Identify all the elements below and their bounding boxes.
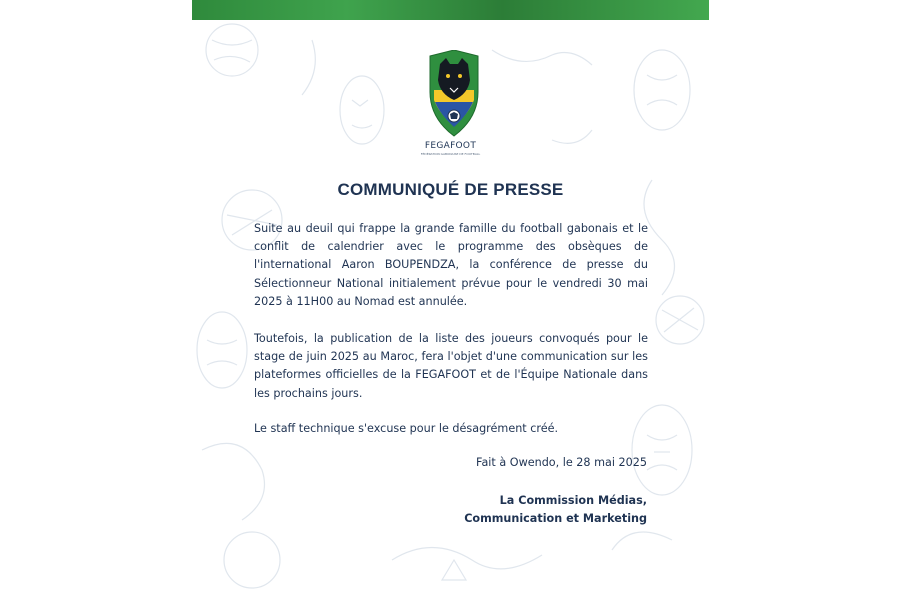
org-subtitle: FÉDÉRATION GABONAISE DE FOOTBALL: [420, 152, 481, 156]
paragraph-apology: Le staff technique s'excuse pour le désagrément créé.: [254, 422, 559, 435]
press-release-page: [192, 0, 709, 600]
signature-line-2: Communication et Marketing: [464, 512, 647, 526]
top-green-band: [192, 0, 709, 20]
signature-block: [464, 492, 647, 528]
org-name: FEGAFOOT: [424, 141, 477, 151]
fegafoot-panther-shield-icon: [426, 50, 482, 140]
press-release-title: COMMUNIQUÉ DE PRESSE: [337, 180, 564, 199]
signature-line-1: La Commission Médias,: [499, 494, 647, 507]
place-date: Fait à Owendo, le 28 mai 2025: [476, 456, 647, 469]
paragraph-squad-list: Toutefois, la publication de la liste des joueurs convoqués pour le stage de juin 2025 au Maroc, fera l'objet d'une communication sur les plateformes officielles de la FEGAFOOT et de l'Équipe Nationale dans les prochains jours.: [254, 332, 648, 400]
paragraph-cancellation: Suite au deuil qui frappe la grande famille du football gabonais et le conflit de calendrier avec le programme des obsèques de l'international Aaron BOUPENDZA, la conférence de presse du Sélectionneur National initialement prévue pour le vendredi 30 mai 2025 à 11H00 au Nomad est annulée.: [254, 222, 648, 308]
